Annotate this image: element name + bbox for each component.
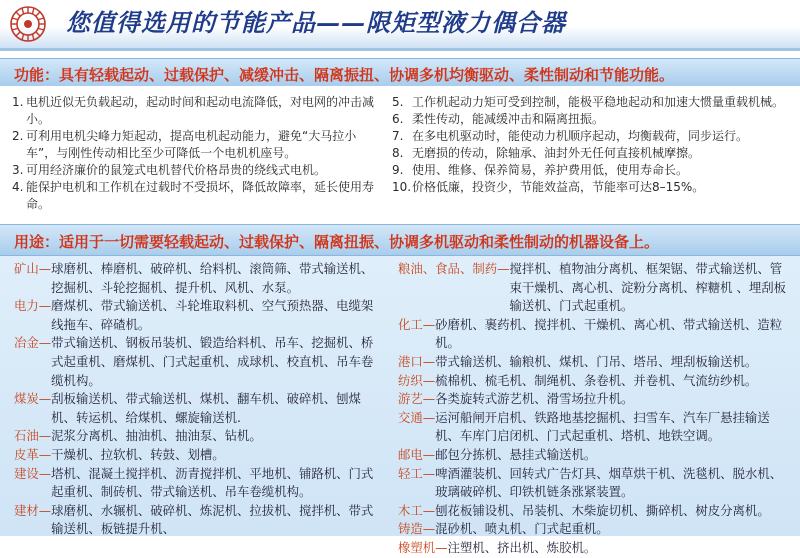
function-item: 2. 可利用电机尖峰力矩起动，提高电机起动能力，避免“大马拉小车”，与刚性传动相比至少可降低一个电机机座号。 (12, 129, 357, 160)
use-item: 粮油、食品、制药— 搅拌机、植物油分离机、框架锯、带式输送机、管束干燥机、离心机、淀粉分离机、榨糖机 、埋刮板输送机、门式起重机。 (398, 260, 794, 316)
industry-label: 皮革— (14, 446, 52, 462)
function-item: 3. 可用经济廉价的鼠笼式电机替代价格昂贵的绕线式电机。 (12, 163, 327, 177)
use-item: 皮革— 干燥机、拉软机、转鼓、划槽。 (14, 446, 384, 465)
coupling-logo-icon (8, 4, 48, 44)
use-item: 木工— 刨花板铺设机、吊装机、木柴旋切机、撕碎机、树皮分离机。 (398, 502, 794, 521)
use-item: 矿山— 球磨机、棒磨机、破碎机、给料机、滚筒筛、带式输送机、挖掘机、斗轮挖掘机、提升机、风机、水泵。 (14, 260, 384, 297)
use-item: 纺织— 梳棉机、梳毛机、制绳机、条卷机、并卷机、气流纺纱机。 (398, 372, 794, 391)
industry-label: 矿山— (14, 261, 52, 276)
function-item: 9. 使用、维修、保养简易，养护费用低，使用寿命长。 (392, 163, 689, 177)
uses-heading: 用途：适用于一切需要轻载起动、过载保护、隔离扭振、协调多机驱动和柔性制动的机器设备上。 (14, 233, 660, 251)
industry-label: 邮电— (398, 446, 436, 462)
use-item: 游艺— 各类旋转式游艺机、滑雪场拉升机。 (398, 390, 794, 409)
uses-heading-band (0, 224, 800, 256)
industry-label: 石油— (14, 428, 52, 444)
use-item: 建设— 塔机、混凝土搅拌机、沥青搅拌机、平地机、铺路机、门式起重机、制砖机、带式输送机、吊车卷缆机构。 (14, 465, 384, 502)
industry-label: 轻工— (398, 465, 436, 481)
functions-heading: 功能：具有轻载起动、过载保护、减缓冲击、隔离振扭、协调多机均衡驱动、柔性制动和节能功能。 (14, 66, 675, 84)
uses-left-column (14, 260, 384, 539)
uses-right-column (398, 260, 794, 558)
page-title: 您值得选用的节能产品——限矩型液力偶合器 (66, 8, 566, 37)
use-item: 建材— 球磨机、水辗机、破碎机、炼泥机、拉拔机、搅拌机、带式输送机、板链提升机、 (14, 502, 384, 539)
uses-list (0, 256, 800, 555)
industry-label: 建材— (14, 502, 52, 518)
industry-label: 冶金— (14, 335, 52, 351)
use-item: 化工— 砂磨机、裹药机、搅拌机、干燥机、离心机、带式输送机、造粒机。 (398, 316, 794, 353)
function-item: 8. 无磨损的传动，除轴承、油封外无任何直接机械摩擦。 (392, 146, 701, 160)
industry-label: 游艺— (398, 391, 436, 407)
function-item: 5. 工作机起动力矩可受到控制，能极平稳地起动和加速大惯量重载机械。 (392, 95, 785, 109)
use-item: 石油— 泥浆分离机、抽油机、抽油泵、钻机。 (14, 427, 384, 446)
industry-label: 粮油、食品、制药— (398, 261, 510, 276)
function-item: 1. 电机近似无负载起动，起动时间和起动电流降低，对电网的冲击减小。 (12, 95, 375, 126)
industry-label: 交通— (398, 409, 436, 425)
industry-label: 木工— (398, 502, 436, 518)
industry-label: 铸造— (398, 521, 436, 537)
function-item: 6. 柔性传动，能减缓冲击和隔离扭振。 (392, 112, 605, 126)
functions-list (0, 86, 800, 218)
use-item: 轻工— 啤酒灌装机、回转式广告灯具、烟草烘干机、洗毯机、脱水机、玻璃破碎机、印铁机链条涨紧装置。 (398, 465, 794, 502)
industry-label: 港口— (398, 353, 436, 369)
use-item: 铸造— 混砂机、喷丸机、门式起重机。 (398, 520, 794, 539)
function-item: 10. 价格低廉，投资少，节能效益高，节能率可达8–15%。 (392, 180, 705, 194)
use-item: 电力— 磨煤机、带式输送机、斗轮堆取料机、空气预热器、电缆架线拖车、碎碴机。 (14, 297, 384, 334)
header (0, 0, 800, 48)
use-item: 交通— 运河船闸开启机、铁路地基挖掘机、扫雪车、汽车厂悬挂输送机、车库门启闭机、门式起重机、塔机、地铁空调。 (398, 409, 794, 446)
use-item: 橡塑机— 注塑机、挤出机、炼胶机。 (398, 539, 794, 558)
functions-left-column (12, 94, 384, 213)
use-item: 冶金— 带式输送机、钢板吊装机、锻造给料机、吊车、挖掘机、桥式起重机、磨煤机、门式起重机、成球机、校直机、吊车卷缆机构。 (14, 334, 384, 390)
function-item: 4. 能保护电机和工作机在过载时不受损坏，降低故障率，延长使用寿命。 (12, 180, 375, 211)
industry-label: 化工— (398, 316, 436, 332)
function-item: 7. 在多电机驱动时，能使动力机顺序起动，均衡载荷，同步运行。 (392, 129, 749, 143)
industry-label: 电力— (14, 298, 52, 314)
industry-label: 纺织— (398, 372, 436, 388)
industry-label: 橡塑机— (398, 539, 448, 555)
industry-label: 煤炭— (14, 391, 52, 407)
header-divider (0, 48, 800, 51)
use-item: 港口— 带式输送机、输粮机、煤机、门吊、塔吊、埋刮板输送机。 (398, 353, 794, 372)
use-item: 邮电— 邮包分拣机、悬挂式输送机。 (398, 446, 794, 465)
functions-heading-band (0, 58, 800, 87)
use-item: 煤炭— 刮板输送机、带式输送机、煤机、翻车机、破碎机、刨煤机、转运机、给煤机、螺旋输送机. (14, 390, 384, 427)
industry-label: 建设— (14, 465, 52, 481)
functions-right-column (392, 94, 792, 196)
